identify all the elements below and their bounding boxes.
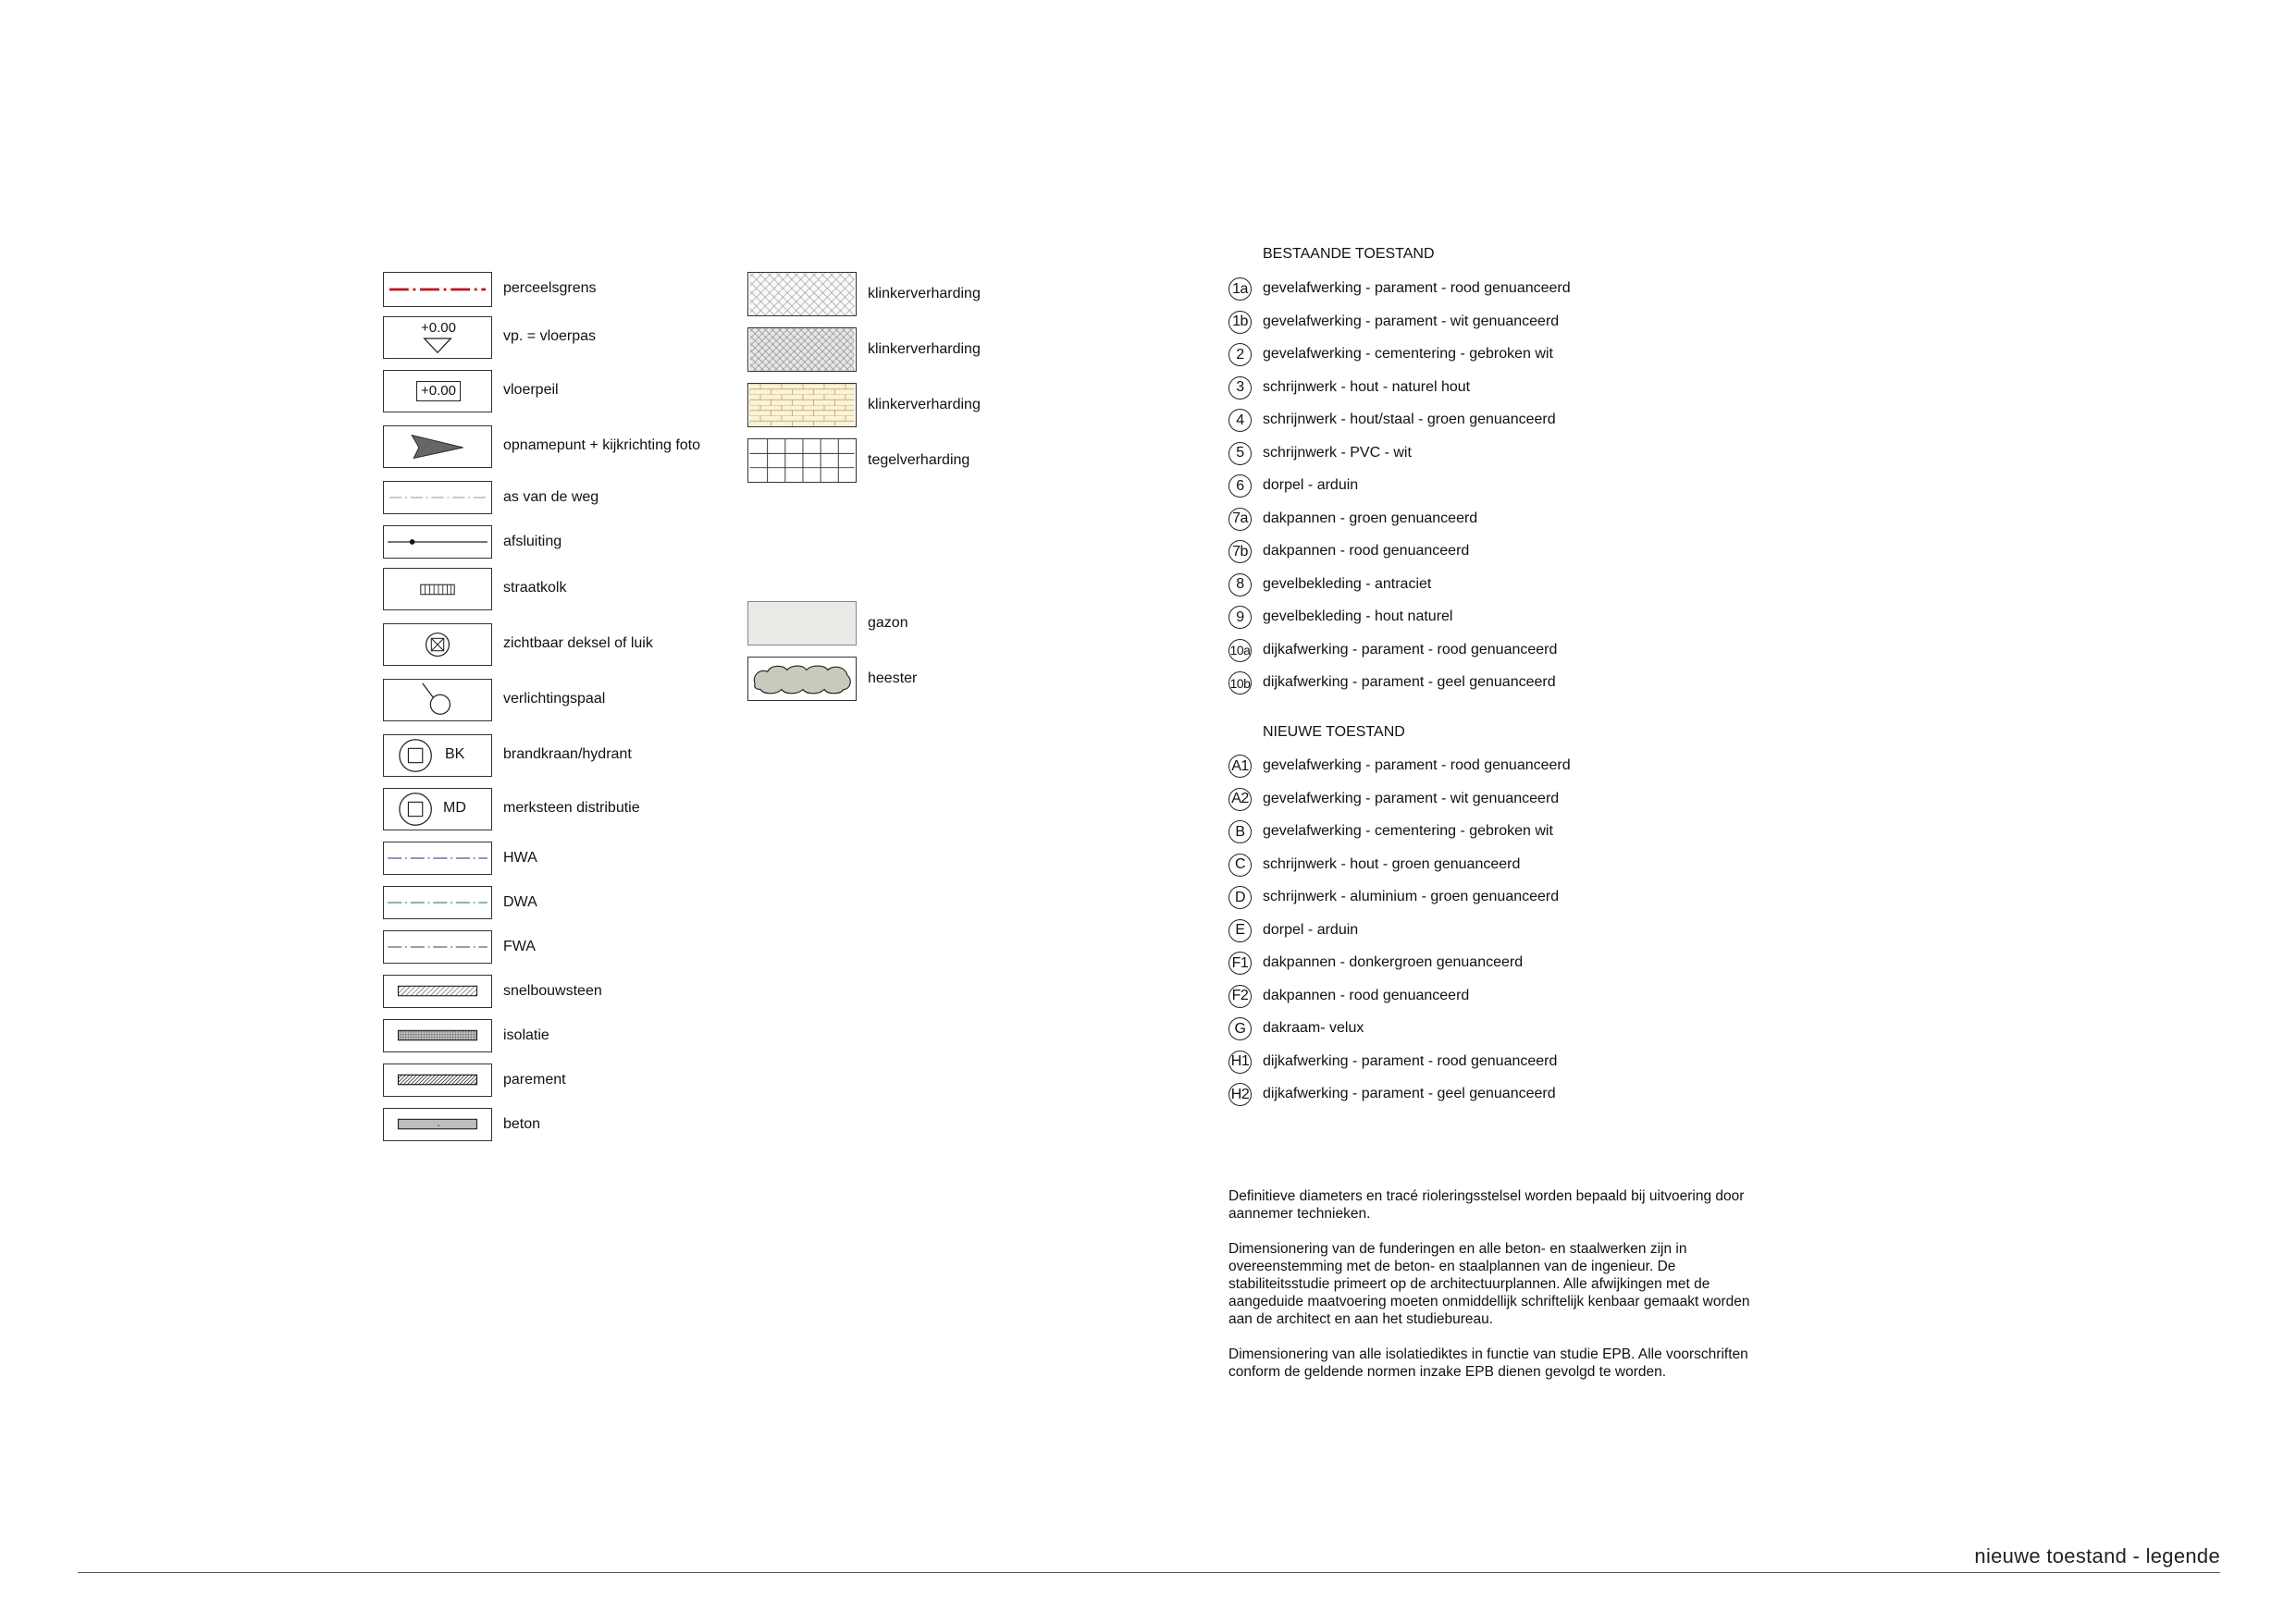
sheet-title: nieuwe toestand - legende [1974, 1544, 2220, 1568]
note-paragraph: Definitieve diameters en tracé rioleringsstelsel worden bepaald bij uitvoering door aannemer technieken. [1228, 1188, 1745, 1222]
nieuwe-toestand-title: NIEUWE TOESTAND [1263, 724, 1405, 740]
symbol-row-as-van-de-weg [383, 481, 753, 525]
legend-text: schrijnwerk - hout - groen genuanceerd [1263, 855, 1521, 872]
legend-code-circle: A1 [1228, 755, 1252, 778]
legend-code-circle: F2 [1228, 985, 1252, 1008]
legend-item [1228, 508, 1784, 535]
legend-item [1228, 919, 1784, 947]
tile-paving-icon [747, 438, 857, 483]
legend-item [1228, 573, 1784, 601]
legend-code-circle: B [1228, 820, 1252, 843]
legend-text: gevelafwerking - cementering - gebroken wit [1263, 823, 1553, 839]
nieuwe-toestand-list [1228, 755, 1802, 1125]
brick-paving-herringbone-grey-icon [747, 327, 857, 372]
symbol-label: klinkerverharding [868, 286, 981, 301]
legend-code-circle: 6 [1228, 474, 1252, 498]
hwa-line-icon [383, 842, 492, 875]
legend-text: schrijnwerk - hout - naturel hout [1263, 378, 1471, 395]
legend-code-circle: 7b [1228, 540, 1252, 563]
legend-code-circle: 5 [1228, 442, 1252, 465]
symbol-label: isolatie [503, 1027, 549, 1043]
legend-text: schrijnwerk - PVC - wit [1263, 444, 1412, 461]
note-paragraph: Dimensionering van de funderingen en alle beton- en staalwerken zijn in overeenstemming met de beton- en staalplannen van de ingenieur. De stabiliteitsstudie primeert op de architectuurplannen. Alle afwijkingen met de aangeduide maatvoering moeten onmiddellijk schriftelijk kenbaar gemaakt worden aan de architect en aan het studiebureau. [1228, 1241, 1750, 1327]
symbol-row-vloerpeil [383, 370, 753, 414]
legend-text: schrijnwerk - hout/staal - groen genuanceerd [1263, 412, 1556, 427]
legend-text: gevelafwerking - parament - wit genuanceerd [1263, 790, 1560, 806]
lawn-icon [747, 601, 857, 646]
symbol-row-verlichtingspaal [383, 679, 753, 723]
symbol-label: straatkolk [503, 580, 567, 596]
legend-text: gevelafwerking - parament - wit genuanceerd [1263, 313, 1560, 329]
symbol-row-klinker-3 [747, 383, 1117, 427]
symbol-label: parement [503, 1072, 566, 1088]
legend-code-circle: 2 [1228, 343, 1252, 366]
legend-code-circle: 1b [1228, 311, 1252, 334]
symbol-label: opnamepunt + kijkrichting foto [503, 437, 701, 453]
legend-text: gevelafwerking - parament - rood genuanceerd [1263, 757, 1571, 773]
symbol-row-isolatie [383, 1019, 753, 1064]
fwa-line-icon [383, 930, 492, 964]
legend-text: dijkafwerking - parament - geel genuanceerd [1263, 1086, 1556, 1101]
legend-item [1228, 1051, 1784, 1078]
legend-text: schrijnwerk - aluminium - groen genuanceerd [1263, 889, 1560, 904]
symbol-label: HWA [503, 850, 537, 866]
symbol-row-perceelsgrens [383, 272, 753, 316]
symbol-row-opnamepunt [383, 425, 753, 470]
symbol-label: zichtbaar deksel of luik [503, 635, 653, 651]
symbol-label: brandkraan/hydrant [503, 746, 632, 762]
bestaande-toestand-list [1228, 277, 1802, 703]
general-notes [1228, 1187, 1765, 1398]
brick-paving-herringbone-light-icon [747, 272, 857, 316]
brick-paving-stretcher-cream-icon [747, 383, 857, 427]
legend-text: dakpannen - rood genuanceerd [1263, 543, 1470, 559]
symbol-row-parement [383, 1064, 753, 1108]
legend-text: dijkafwerking - parament - rood genuanceerd [1263, 641, 1558, 658]
distribution-marker-icon [383, 788, 492, 830]
floor-level-box-icon [383, 370, 492, 412]
property-boundary-line-icon [383, 272, 492, 307]
symbol-row-beton [383, 1108, 753, 1152]
legend-item [1228, 671, 1784, 699]
legend-item [1228, 639, 1784, 667]
symbol-row-snelbouwsteen [383, 975, 753, 1019]
symbol-legend-mid [747, 272, 1043, 716]
symbol-row-klinker-1 [747, 272, 1117, 316]
symbol-label: snelbouwsteen [503, 983, 602, 999]
legend-item [1228, 376, 1784, 404]
symbol-row-afsluiting [383, 525, 753, 570]
legend-text: dorpel - arduin [1263, 477, 1359, 493]
facing-brick-hatch-icon [383, 1064, 492, 1097]
fence-line-icon [383, 525, 492, 559]
legend-item [1228, 952, 1784, 979]
legend-code-circle: G [1228, 1017, 1252, 1040]
symbol-row-klinker-2 [747, 327, 1117, 372]
legend-code-circle: 9 [1228, 606, 1252, 629]
legend-code-circle: 1a [1228, 277, 1252, 301]
legend-code-circle: C [1228, 854, 1252, 877]
symbol-row-vloerpas [383, 316, 753, 361]
legend-code-circle: F1 [1228, 952, 1252, 975]
symbol-label: vp. = vloerpas [503, 328, 597, 344]
legend-code-circle: 10b [1228, 671, 1252, 695]
legend-code-circle: E [1228, 919, 1252, 942]
symbol-label: verlichtingspaal [503, 691, 606, 707]
legend-item [1228, 886, 1784, 914]
concrete-hatch-icon [383, 1108, 492, 1141]
symbol-label: as van de weg [503, 489, 599, 505]
legend-text: dijkafwerking - parament - geel genuanceerd [1263, 674, 1556, 690]
symbol-label: DWA [503, 894, 537, 910]
dwa-line-icon [383, 886, 492, 919]
symbol-label: klinkerverharding [868, 397, 981, 412]
legend-item [1228, 442, 1784, 470]
legend-item [1228, 311, 1784, 338]
legend-item [1228, 854, 1784, 881]
insulation-hatch-icon [383, 1019, 492, 1052]
symbol-row-heester [747, 657, 1117, 701]
footer-divider [78, 1572, 2220, 1573]
legend-item [1228, 820, 1784, 848]
legend-item [1228, 277, 1784, 305]
legend-code-circle: H1 [1228, 1051, 1252, 1074]
legend-code-circle: H2 [1228, 1083, 1252, 1106]
symbol-row-gazon [747, 601, 1117, 646]
symbol-text: MD [443, 800, 466, 816]
legend-text: dakpannen - rood genuanceerd [1263, 987, 1470, 1003]
legend-text: gevelafwerking - parament - rood genuanceerd [1263, 280, 1571, 296]
symbol-row-tegel [747, 438, 1117, 483]
legend-text: gevelafwerking - cementering - gebroken wit [1263, 346, 1553, 362]
legend-item [1228, 540, 1784, 568]
photo-direction-arrow-icon [383, 425, 492, 468]
legend-item [1228, 606, 1784, 633]
legend-text: dorpel - arduin [1263, 921, 1359, 938]
symbol-text: BK [445, 746, 465, 762]
legend-code-circle: D [1228, 886, 1252, 909]
floor-level-triangle-icon [383, 316, 492, 359]
symbol-legend-left [383, 272, 772, 1141]
hydrant-icon [383, 734, 492, 777]
note-paragraph: Dimensionering van alle isolatiediktes in functie van studie EPB. Alle voorschriften conform de geldende normen inzake EPB dienen gevolgd te worden. [1228, 1346, 1748, 1380]
symbol-row-deksel [383, 623, 753, 668]
legend-text: dakpannen - donkergroen genuanceerd [1263, 954, 1524, 970]
legend-item [1228, 788, 1784, 816]
legend-item [1228, 755, 1784, 782]
symbol-row-merksteen [383, 788, 753, 832]
symbol-label: afsluiting [503, 534, 562, 549]
shrub-icon [747, 657, 857, 701]
symbol-row-straatkolk [383, 568, 753, 612]
manhole-cover-icon [383, 623, 492, 666]
symbol-label: tegelverharding [868, 452, 970, 468]
symbol-label: FWA [503, 939, 536, 954]
symbol-row-dwa [383, 886, 753, 930]
symbol-label: gazon [868, 615, 908, 631]
street-drain-icon [383, 568, 492, 610]
legend-text: gevelbekleding - hout naturel [1263, 609, 1453, 624]
legend-text: gevelbekleding - antraciet [1263, 575, 1432, 592]
light-pole-icon [383, 679, 492, 721]
block-hatch-icon [383, 975, 492, 1008]
legend-code-circle: 3 [1228, 376, 1252, 400]
legend-code-circle: 4 [1228, 409, 1252, 432]
symbol-text: +0.00 [421, 320, 456, 336]
symbol-label: heester [868, 670, 918, 686]
legend-item [1228, 409, 1784, 436]
road-axis-line-icon [383, 481, 492, 514]
bestaande-toestand-title: BESTAANDE TOESTAND [1263, 246, 1435, 262]
legend-code-circle: 8 [1228, 573, 1252, 596]
symbol-row-hwa [383, 842, 753, 886]
symbol-label: vloerpeil [503, 382, 559, 398]
legend-code-circle: 10a [1228, 639, 1252, 662]
symbol-text: +0.00 [416, 381, 461, 401]
legend-code-circle: 7a [1228, 508, 1252, 531]
symbol-label: beton [503, 1116, 541, 1132]
legend-item [1228, 1017, 1784, 1045]
legend-text: dakpannen - groen genuanceerd [1263, 510, 1478, 526]
legend-code-circle: A2 [1228, 788, 1252, 811]
symbol-row-brandkraan [383, 734, 753, 779]
symbol-row-fwa [383, 930, 753, 975]
symbol-label: klinkerverharding [868, 341, 981, 357]
legend-item [1228, 343, 1784, 371]
symbol-label: merksteen distributie [503, 800, 640, 816]
legend-text: dijkafwerking - parament - rood genuanceerd [1263, 1052, 1558, 1069]
symbol-label: perceelsgrens [503, 280, 597, 296]
legend-text: dakraam- velux [1263, 1020, 1364, 1036]
legend-item [1228, 474, 1784, 502]
legend-item [1228, 985, 1784, 1013]
legend-item [1228, 1083, 1784, 1111]
